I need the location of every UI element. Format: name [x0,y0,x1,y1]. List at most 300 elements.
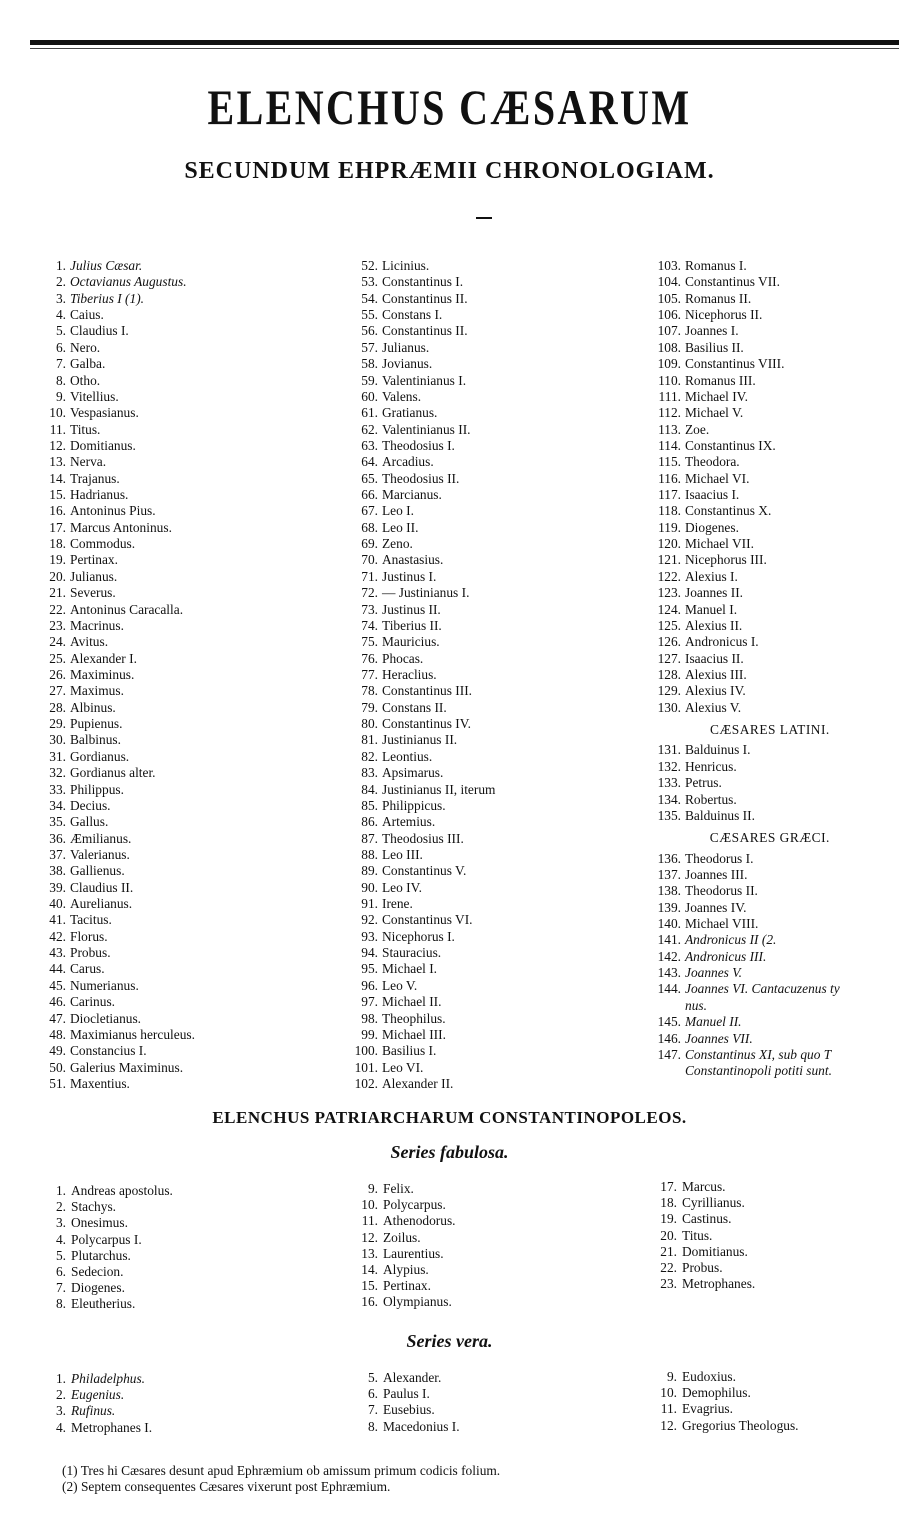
item-number: 54. [361,290,378,306]
item-name: Leo V. [382,977,418,993]
list-item [35,912,195,928]
item-name: Polycarpus. [383,1197,446,1213]
list-item [35,405,195,421]
item-number: 138. [657,883,681,899]
item-number: 6. [367,1386,378,1402]
item-name: Marcus Antoninus. [70,519,172,535]
item-number: 147. [657,1046,681,1062]
item-name: Marcus. [682,1179,726,1194]
list-item [338,1213,456,1229]
list-item [338,716,495,732]
item-name: Macrinus. [70,617,124,633]
item-number: 15. [49,487,66,503]
item-number: 76. [361,650,378,666]
item-number: 88. [361,846,378,862]
item-name: Constantinus II. [382,323,468,339]
list-item [640,471,840,487]
item-name: Constantinus V. [382,863,467,879]
item-number: 66. [361,487,378,503]
item-name: Leo I. [382,503,414,519]
item-number: 7. [367,1402,378,1418]
item-name: Joannes V. [685,965,743,981]
list-item [640,323,840,339]
item-name: Carus. [70,961,105,977]
item-number: 8. [367,1418,378,1434]
list-item [35,454,195,470]
item-number: 42. [49,928,66,944]
list-item [338,814,495,830]
list-item [35,634,195,650]
list-item [640,569,840,585]
list-item [630,1244,755,1260]
item-number: 44. [49,961,66,977]
item-name: Irene. [382,896,413,912]
list-item [35,471,195,487]
list-item [338,1230,456,1246]
item-number: 23. [660,1276,677,1292]
item-number: 9. [367,1181,378,1196]
list-item [640,965,840,981]
item-number: 85. [361,797,378,813]
item-number: 40. [49,896,66,912]
item-number: 80. [361,716,378,732]
item-name: Constantinus III. [382,683,473,699]
item-name: Severus. [70,585,116,601]
vera-column-1 [35,1371,152,1436]
list-item [338,1197,456,1213]
item-number: 23. [49,617,66,633]
item-number: 2. [55,1199,66,1215]
list-item [640,949,840,965]
list-item [640,867,840,883]
item-name: Probus. [70,945,111,961]
item-number: 9. [55,388,66,404]
item-name: Vespasianus. [70,405,139,421]
item-number: 132. [657,758,681,774]
item-number: 46. [49,994,66,1010]
list-item [640,998,840,1014]
item-name: Romanus I. [685,258,747,273]
list-item [338,880,495,896]
item-name: Onesimus. [71,1215,128,1231]
item-number: 19. [660,1211,677,1227]
item-name: Balbinus. [70,732,121,748]
item-number: 90. [361,879,378,895]
item-name: Gregorius Theologus. [682,1417,799,1433]
item-name: Florus. [70,928,108,944]
fabulosa-column-1 [35,1183,173,1313]
item-number: 146. [657,1030,681,1046]
list-item [35,1371,152,1387]
list-item [640,900,840,916]
list-item [35,765,195,781]
footnote: (1) Tres hi Cæsares desunt apud Ephræmium ob amissum primum codicis folium. [62,1463,501,1478]
item-number: 115. [658,454,681,470]
list-item [338,405,495,421]
item-name: Nicephorus I. [382,928,455,944]
item-number: 45. [49,977,66,993]
footnotes [62,1463,500,1495]
list-item [338,1043,495,1059]
item-name: Constantinopoli potiti sunt. [685,1063,832,1079]
item-name: Theodosius II. [382,470,460,486]
item-name: Constancius I. [70,1043,147,1059]
item-number: 114. [658,437,681,453]
list-item [630,1195,755,1211]
item-name: Gordianus. [70,748,130,764]
item-number: 87. [361,830,378,846]
item-number: 130. [657,699,681,715]
list-item [338,258,495,274]
list-item [338,536,495,552]
list-item [640,634,840,650]
list-item [338,978,495,994]
item-name: Balduinus II. [685,807,755,823]
list-item [35,536,195,552]
item-name: Alexander II. [382,1075,454,1091]
item-number: 34. [49,797,66,813]
item-number: 74. [361,617,378,633]
item-name: Michael VIII. [685,916,759,932]
item-number: 99. [361,1026,378,1042]
item-number: 113. [658,421,681,437]
list-item [35,422,195,438]
list-item [35,732,195,748]
item-name: Nicephorus II. [685,307,763,323]
list-item [35,438,195,454]
list-item [640,932,840,948]
list-item [640,618,840,634]
graeci-heading: CÆSARES GRÆCI. [709,830,830,846]
item-number: 101. [354,1059,378,1075]
item-number: 97. [361,994,378,1010]
item-name: Justinianus II, iterum [382,781,496,797]
item-name: Anastasius. [382,552,444,568]
list-item [35,683,195,699]
list-item [640,851,840,867]
item-number: 18. [660,1195,677,1211]
item-name: Gordianus alter. [70,765,156,781]
item-name: Artemius. [382,814,436,830]
item-name: Maximus. [70,683,124,699]
item-name: Theodora. [685,454,740,470]
list-item [338,961,495,977]
item-name: Nerva. [70,454,107,470]
item-name: Laurentius. [383,1245,444,1261]
item-name: Hadrianus. [70,487,129,503]
item-name: Valens. [382,388,422,404]
list-item [338,683,495,699]
item-name: Gratianus. [382,405,438,421]
list-item [338,831,495,847]
list-item [640,883,840,899]
item-name: Michael III. [382,1026,446,1042]
item-number: 21. [660,1243,677,1259]
list-item [35,1280,173,1296]
item-name: Justinus II. [382,601,441,617]
item-name: Numerianus. [70,977,139,993]
item-number: 82. [361,748,378,764]
list-item [35,831,195,847]
list-item [630,1418,799,1434]
item-number: 127. [657,650,681,666]
list-item [640,1031,840,1047]
item-number: 133. [657,775,681,791]
item-number: 135. [657,807,681,823]
item-number: 28. [49,699,66,715]
item-number: 57. [361,339,378,355]
list-item [35,602,195,618]
list-item [35,880,195,896]
item-number: 106. [657,307,681,323]
list-item [338,487,495,503]
item-name: Maxentius. [70,1075,130,1091]
item-number: 59. [361,372,378,388]
list-item [338,929,495,945]
list-item [338,700,495,716]
item-name: Michael V. [685,405,744,421]
item-name: Arcadius. [382,454,434,470]
list-item [640,585,840,601]
item-name: Alexander I. [70,650,137,666]
item-name: Theodosius III. [382,830,464,846]
item-number: 33. [49,781,66,797]
list-item [35,323,195,339]
item-name: Alexius III. [685,666,747,682]
item-number: 36. [49,830,66,846]
list-item [35,307,195,323]
list-item [338,896,495,912]
item-name: Apsimarus. [382,765,444,781]
item-name: Diogenes. [685,519,739,535]
list-item [640,438,840,454]
top-rule-thin [30,48,899,49]
list-item [630,1228,755,1244]
item-number: 125. [657,617,681,633]
item-name: Titus. [70,421,101,437]
vera-column-2 [338,1370,460,1435]
item-number: 111. [658,388,681,404]
list-item [640,808,840,824]
item-number: 4. [55,307,66,323]
item-name: Albinus. [70,699,116,715]
item-name: Constantinus X. [685,503,772,519]
list-item [35,274,195,290]
list-item [35,651,195,667]
item-number: 143. [657,965,681,981]
page-title: ELENCHUS CÆSARUM [207,79,692,135]
item-number: 52. [361,258,378,273]
item-name: Sedecion. [71,1264,124,1280]
item-name: Rufinus. [71,1403,116,1419]
item-name: Justinianus II. [382,732,458,748]
list-item [338,307,495,323]
list-item [338,1246,456,1262]
item-number: 58. [361,356,378,372]
item-number: 12. [361,1229,378,1245]
list-item [338,1370,460,1386]
item-name: Marcianus. [382,487,442,503]
list-item [338,732,495,748]
item-number: 14. [361,1262,378,1278]
item-number: 139. [657,899,681,915]
list-item [640,520,840,536]
list-item [640,1063,840,1079]
item-number: 64. [361,454,378,470]
item-number: 81. [361,732,378,748]
item-name: Decius. [70,797,111,813]
item-name: Gallus. [70,814,109,830]
list-item [35,700,195,716]
item-number: 13. [49,454,66,470]
item-name: Metrophanes I. [71,1419,153,1435]
list-item [338,618,495,634]
list-item [640,389,840,405]
fabulosa-column-2 [338,1181,456,1311]
item-name: Pertinax. [70,552,118,568]
item-number: 91. [361,896,378,912]
list-item [338,422,495,438]
title-dash [476,217,492,219]
item-number: 108. [657,339,681,355]
item-number: 32. [49,765,66,781]
item-name: Andronicus III. [685,948,767,964]
list-item [35,373,195,389]
item-name: Constans II. [382,699,447,715]
item-name: Caius. [70,307,104,323]
item-number: 118. [658,503,681,519]
item-name: Michael VI. [685,470,750,486]
item-name: Theodorus I. [685,850,754,866]
list-item [338,634,495,650]
item-number: 68. [361,519,378,535]
item-number: 13. [361,1245,378,1261]
item-number: 71. [361,568,378,584]
list-item [640,422,840,438]
list-item [640,1014,840,1030]
item-number: 79. [361,699,378,715]
item-name: Manuel I. [685,601,738,617]
item-number: 117. [658,487,681,503]
item-number: 50. [49,1059,66,1075]
item-name: Basilius II. [685,339,744,355]
list-item [35,258,195,274]
item-number: 26. [49,666,66,682]
item-name: Leo IV. [382,879,422,895]
item-number: 73. [361,601,378,617]
list-item [35,487,195,503]
item-number: 67. [361,503,378,519]
item-number: 22. [660,1260,677,1276]
item-number: 12. [49,437,66,453]
item-number: 9. [666,1369,677,1384]
item-number: 109. [657,356,681,372]
list-item [640,683,840,699]
item-number: 86. [361,814,378,830]
item-name: Avitus. [70,634,109,650]
item-name: Stauracius. [382,945,442,961]
list-item [338,552,495,568]
list-item [35,1387,152,1403]
item-name: Nicephorus III. [685,552,767,568]
item-number: 124. [657,601,681,617]
item-name: Petrus. [685,775,722,791]
list-item [35,585,195,601]
latini-heading: CÆSARES LATINI. [709,722,830,738]
item-number: 72. [361,585,378,601]
item-name: Michael IV. [685,388,748,404]
item-number: 12. [660,1417,677,1433]
item-name: Constantinus VI. [382,912,473,928]
item-name: Constantinus I. [382,274,464,290]
item-name: Zoe. [685,421,710,437]
item-number: 35. [49,814,66,830]
list-item [35,1060,195,1076]
item-name: Constantinus IX. [685,437,776,453]
list-item [35,389,195,405]
list-item [338,438,495,454]
list-item [640,651,840,667]
item-number: 128. [657,666,681,682]
item-number: 47. [49,1010,66,1026]
item-name: Henricus. [685,758,737,774]
item-number: 25. [49,650,66,666]
item-name: Eusebius. [383,1402,435,1418]
list-item [35,1232,173,1248]
item-number: 70. [361,552,378,568]
item-number: 136. [657,850,681,866]
list-item [35,667,195,683]
item-number: 3. [55,290,66,306]
item-number: 53. [361,274,378,290]
list-item [338,847,495,863]
top-rule [30,40,899,45]
item-number: 69. [361,536,378,552]
item-name: Diocletianus. [70,1010,142,1026]
list-item [35,896,195,912]
item-number: 77. [361,666,378,682]
list-item [630,1211,755,1227]
list-item [640,503,840,519]
item-number: 94. [361,945,378,961]
item-number: 56. [361,323,378,339]
item-name: Philippus. [70,781,124,797]
item-number: 15. [361,1278,378,1294]
item-name: Leo III. [382,846,423,862]
list-item [35,552,195,568]
list-item [35,356,195,372]
item-number: 63. [361,437,378,453]
list-item [630,1369,799,1385]
list-item [35,1264,173,1280]
list-item [640,356,840,372]
item-name: Justinus I. [382,568,437,584]
vera-column-3 [630,1369,799,1434]
list-item [640,792,840,808]
item-name: Claudius II. [70,879,134,895]
item-number: 5. [55,323,66,339]
item-number: 2. [55,274,66,290]
item-name: Joannes VII. [685,1030,753,1046]
item-name: Zeno. [382,536,413,552]
list-item [338,1076,495,1092]
item-number: 134. [657,791,681,807]
list-item [640,667,840,683]
item-number: 7. [55,356,66,372]
item-name: Manuel II. [685,1014,742,1030]
list-item [640,258,840,274]
item-number: 137. [657,866,681,882]
